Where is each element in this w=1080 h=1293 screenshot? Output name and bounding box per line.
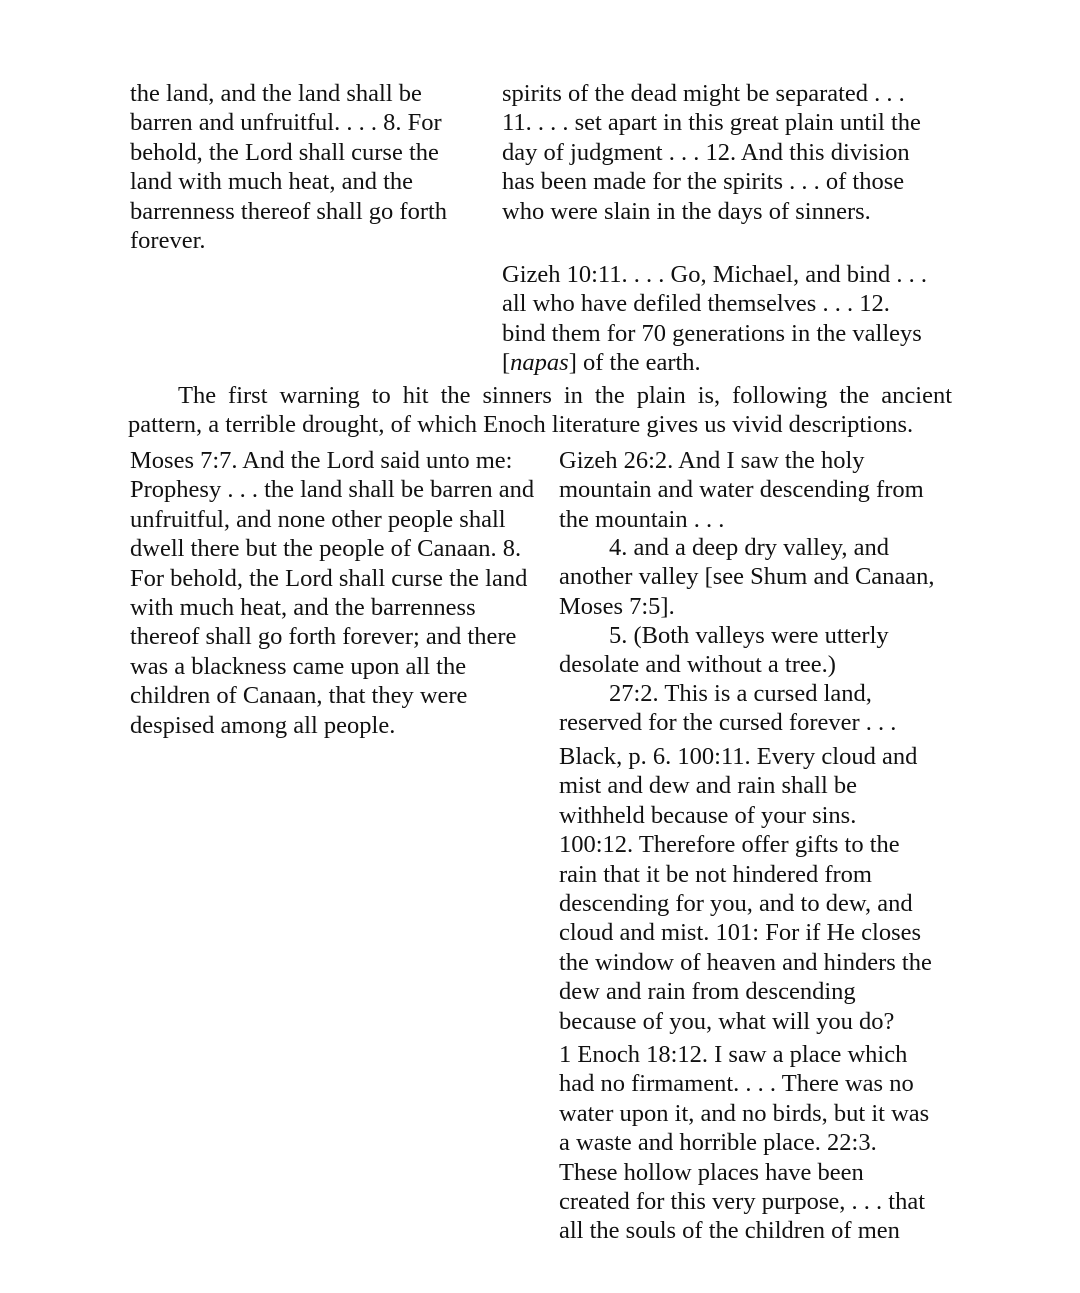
quote-gizeh-10-11: [502, 260, 962, 378]
body-paragraph-line-1: The first warning to hit the sinners in the plain is, following the ancient: [178, 382, 952, 409]
quote-gizeh-26-5-first: 5. (Both valleys were utterly: [609, 622, 889, 649]
quote-gizeh-26-4-first: 4. and a deep dry valley, and: [609, 534, 890, 561]
quote-gizeh-26-4: [559, 533, 959, 621]
quote-gizeh-10-11-text: Gizeh 10:11. . . . Go, Michael, and bind . . . all who have defiled themselves . . . 12. bind them for 70 generations in the valleys [: [502, 261, 928, 377]
body-paragraph: [128, 381, 952, 440]
quote-gizeh-26-5-rest: desolate and without a tree.): [559, 651, 836, 679]
quote-gizeh-26-4-rest: another valley [see Shum and Canaan, Moses 7:5].: [559, 563, 935, 620]
quote-moses-7-7: Moses 7:7. And the Lord said unto me: Prophesy . . . the land shall be barren and unfruitful, and none other people shall dwell there but the people of Canaan. 8. For behold, the Lord shall curse the land with much heat, and the barrenness thereof shall go forth forever; and there was a blackness came upon all the children of Canaan, that they were despised among all people.: [130, 447, 535, 739]
quote-gizeh-27-2-rest: reserved for the cursed forever . . .: [559, 709, 897, 737]
body-paragraph-line-2: pattern, a terrible drought, of which Enoch literature gives us vivid descriptions.: [128, 411, 914, 439]
quote-gizeh-26-2: Gizeh 26:2. And I saw the holy mountain and water descending from the mountain . . .: [559, 447, 924, 533]
quote-dead-spirits: spirits of the dead might be separated . . . 11. . . . set apart in this great plain until the day of judgment . . . 12. And this division has been made for the spirits . . . of those who were slain in the days of sinners.: [502, 80, 921, 225]
quote-gizeh-27-2: [559, 679, 959, 738]
quote-gizeh-26-5: [559, 621, 959, 680]
quote-enoch-clip: [559, 1040, 969, 1245]
napas-term: napas: [510, 349, 569, 377]
quote-gizeh-10-11-end: ] of the earth.: [568, 349, 701, 377]
quote-moses-continuation: the land, and the land shall be barren and unfruitful. . . . 8. For behold, the Lord shall curse the land with much heat, and the barrenness thereof shall go forth forever.: [130, 80, 448, 255]
quote-gizeh-27-2-first: 27:2. This is a cursed land,: [609, 680, 872, 707]
quote-black-100-11: Black, p. 6. 100:11. Every cloud and mist and dew and rain shall be withheld because of your sins. 100:12. Therefore offer gifts to the rain that it be not hindered from descending for you, and to dew, and cloud and mist. 101: For if He closes the window of heaven and hinders the dew and rain from descending because of you, what will you do?: [559, 743, 932, 1035]
quote-1-enoch-18-12: 1 Enoch 18:12. I saw a place which had no firmament. . . . There was no water upon it, and no birds, but it was a waste and horrible place. 22:3. These hollow places have been created for this very purpose, . . . that all the souls of the children of men: [559, 1041, 930, 1245]
